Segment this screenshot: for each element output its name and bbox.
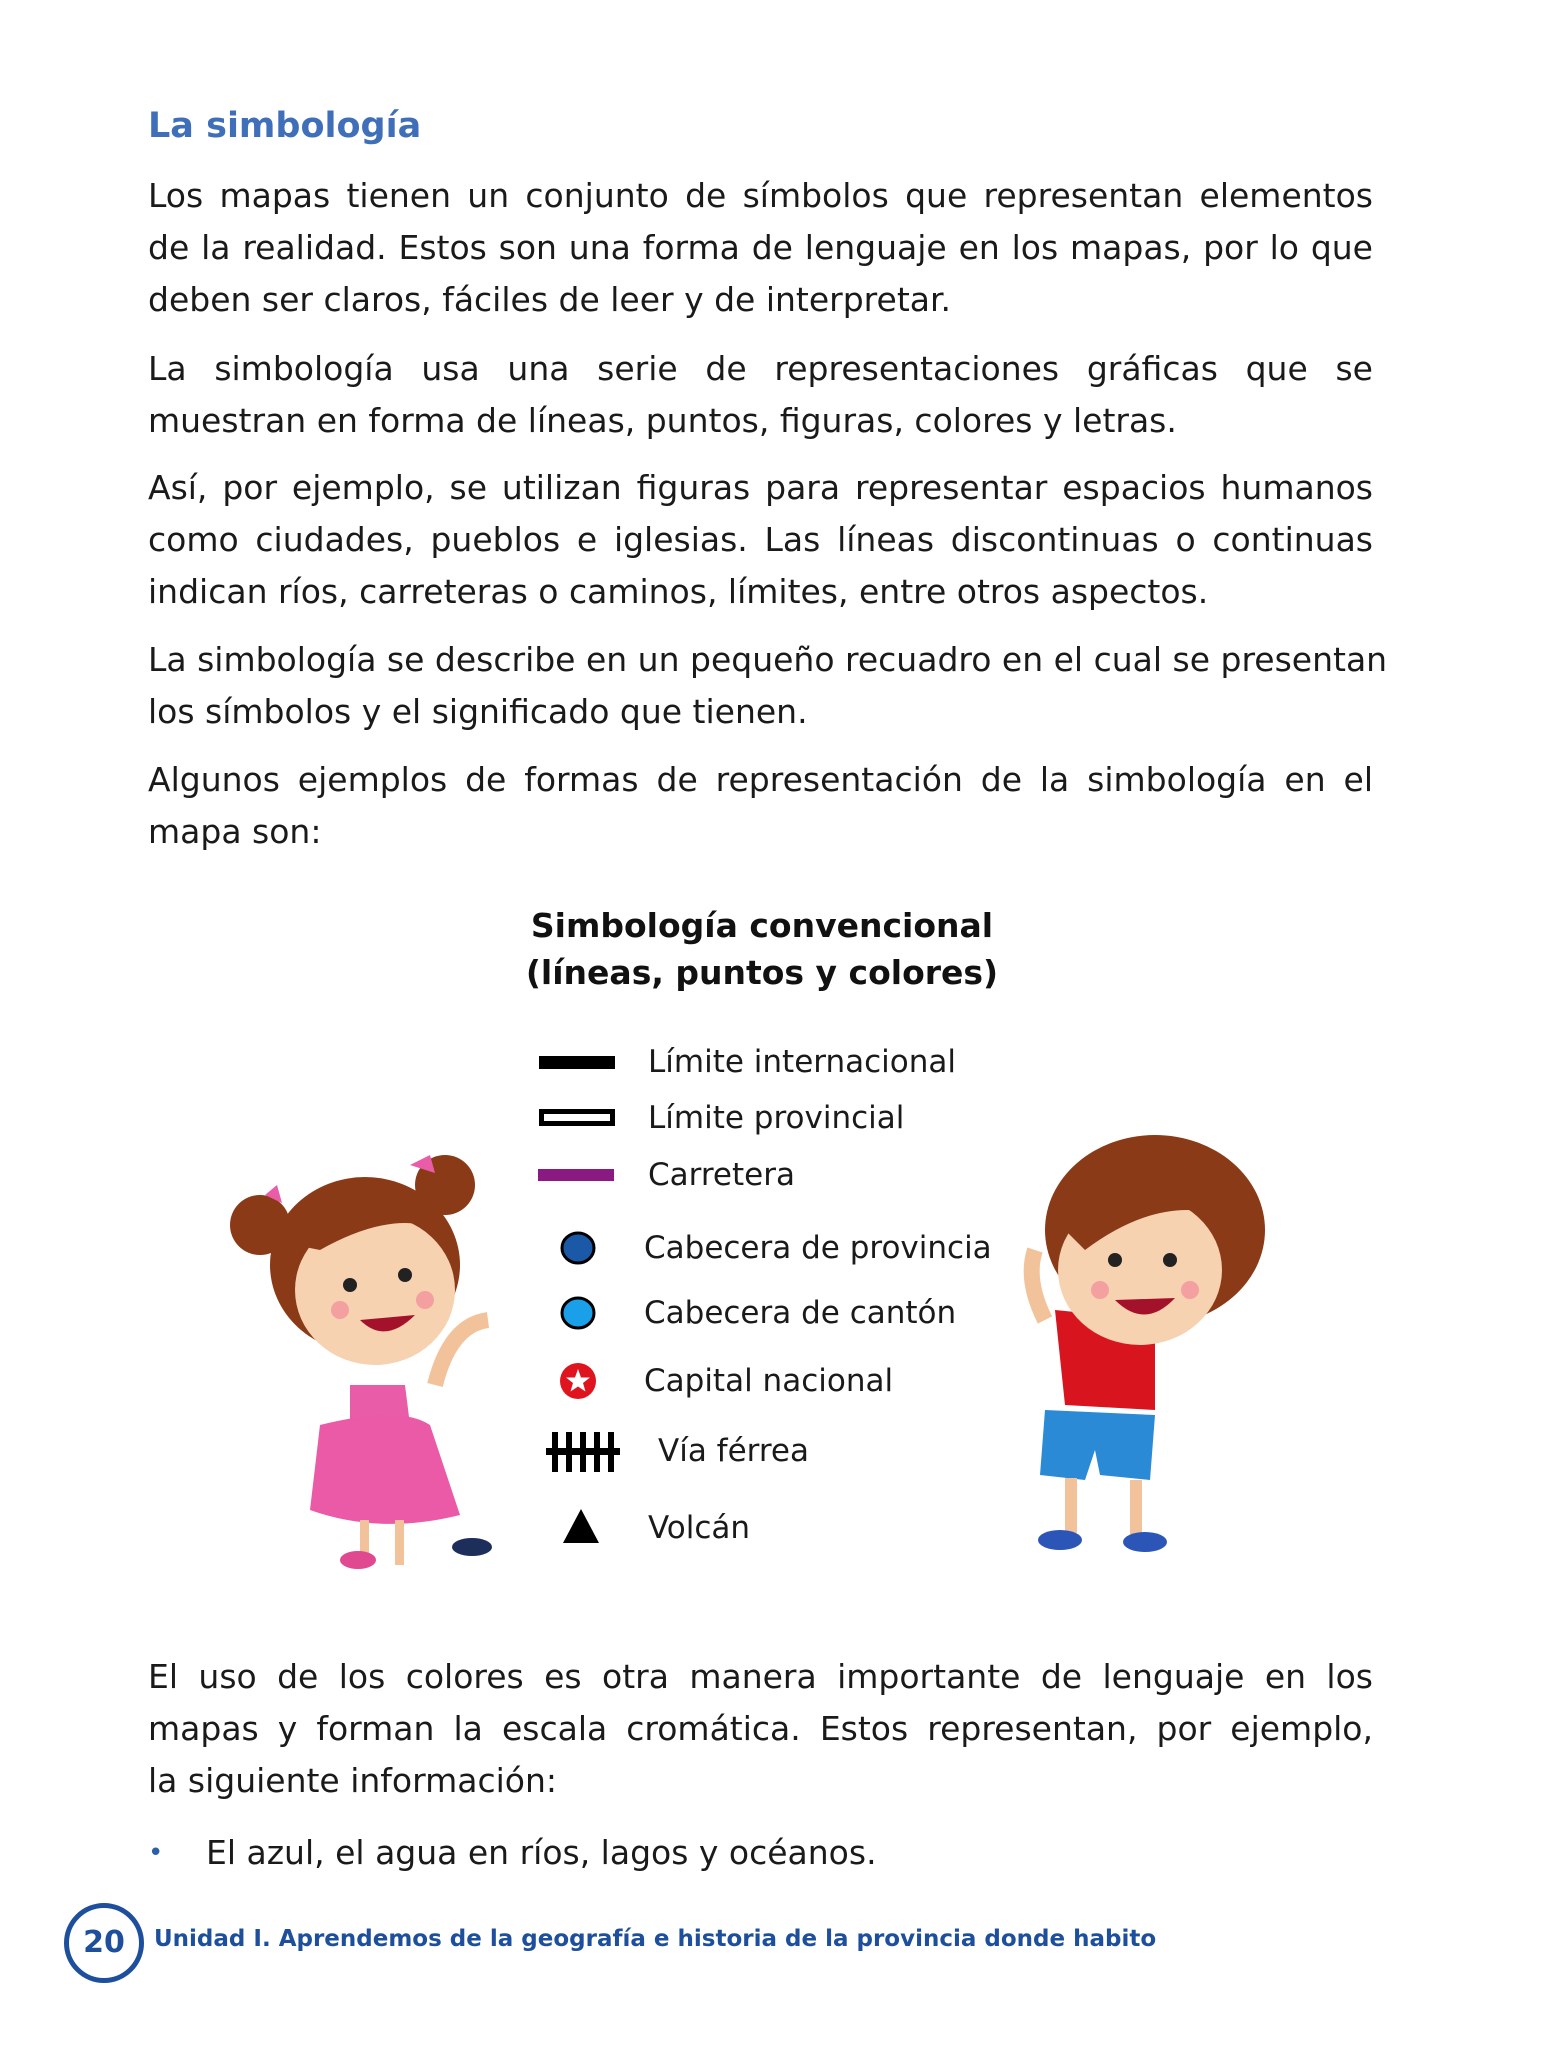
text-line: indican ríos, carreteras o caminos, límites, entre otros aspectos. (148, 572, 1209, 611)
text-line: mapa son: (148, 812, 322, 851)
legend-item (530, 1426, 1050, 1476)
section-heading: La simbología (148, 106, 422, 146)
legend-label: Carretera (648, 1157, 795, 1193)
text-line: La simbología usa una serie de representaciones gráficas que se (148, 349, 1373, 388)
text-line: la siguiente información: (148, 1761, 558, 1800)
text-line: La simbología se describe en un pequeño recuadro en el cual se presentan (148, 640, 1388, 679)
legend-item (530, 1356, 1050, 1406)
volcano-triangle-icon (530, 1503, 630, 1553)
railway-icon (530, 1426, 630, 1476)
legend-title-line-1: Simbología convencional (530, 906, 994, 945)
text-line: mapas y forman la escala cromática. Estos representan, por ejemplo, (148, 1709, 1373, 1748)
text-line: los símbolos y el significado que tienen. (148, 692, 808, 731)
light-blue-circle-icon (530, 1288, 630, 1338)
legend-label: Límite internacional (648, 1044, 956, 1080)
legend-item (530, 1093, 1050, 1143)
legend-title-line-2: (líneas, puntos y colores) (525, 953, 999, 992)
legend-label: Capital nacional (644, 1363, 894, 1399)
legend-label: Límite provincial (648, 1100, 905, 1136)
girl-illustration (200, 1125, 520, 1570)
legend-item (530, 1150, 1050, 1200)
text-line: Los mapas tienen un conjunto de símbolos que representan elementos (148, 176, 1373, 215)
paragraph-2 (148, 343, 1373, 447)
legend-item (530, 1503, 1050, 1553)
boy-illustration (1005, 1120, 1275, 1570)
legend-item (530, 1037, 1050, 1087)
legend-title (462, 902, 1062, 996)
bullet-text: El azul, el agua en ríos, lagos y océanos. (206, 1833, 877, 1872)
bullet-icon: • (148, 1838, 164, 1868)
text-line: deben ser claros, fáciles de leer y de interpretar. (148, 280, 952, 319)
solid-black-line-icon (530, 1037, 630, 1087)
legend-label: Volcán (648, 1510, 751, 1546)
footer-unit-title: Unidad I. Aprendemos de la geografía e historia de la provincia donde habito (154, 1926, 1157, 1952)
page-number: 20 (64, 1903, 144, 1983)
text-line: Algunos ejemplos de formas de representación de la simbología en el (148, 760, 1373, 799)
text-line: como ciudades, pueblos e iglesias. Las líneas discontinuas o continuas (148, 520, 1373, 559)
text-line: de la realidad. Estos son una forma de lenguaje en los mapas, por lo que (148, 228, 1373, 267)
legend-label: Vía férrea (658, 1433, 809, 1469)
legend-label: Cabecera de cantón (644, 1295, 957, 1331)
paragraph-1 (148, 170, 1373, 326)
closing-paragraph (148, 1651, 1373, 1807)
text-line: muestran en forma de líneas, puntos, figuras, colores y letras. (148, 401, 1177, 440)
legend-label: Cabecera de provincia (644, 1230, 992, 1266)
dark-blue-circle-icon (530, 1223, 630, 1273)
paragraph-3 (148, 462, 1373, 618)
purple-line-icon (530, 1150, 630, 1200)
paragraph-5 (148, 754, 1373, 858)
hollow-line-icon (530, 1093, 630, 1143)
legend-item (530, 1288, 1050, 1338)
text-line: El uso de los colores es otra manera importante de lenguaje en los (148, 1657, 1373, 1696)
text-line: Así, por ejemplo, se utilizan figuras para representar espacios humanos (148, 468, 1373, 507)
red-star-circle-icon (530, 1356, 630, 1406)
legend-item (530, 1223, 1050, 1273)
paragraph-4 (148, 634, 1388, 738)
